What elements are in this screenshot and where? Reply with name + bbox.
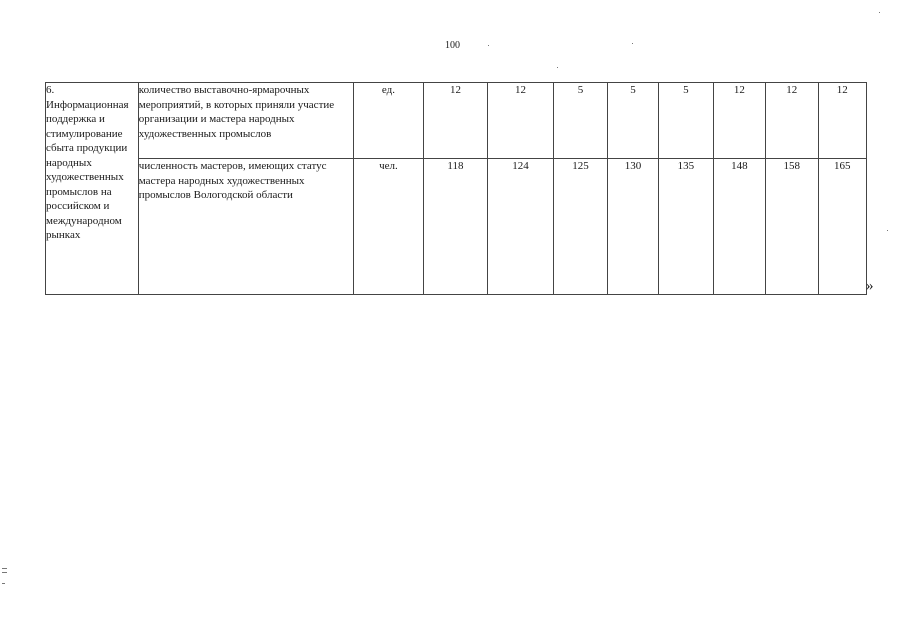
value-cell: 118 — [424, 159, 488, 295]
value-cell: 135 — [659, 159, 713, 295]
value-cell: 5 — [659, 83, 713, 159]
scan-speck — [632, 43, 633, 44]
value-cell: 148 — [713, 159, 765, 295]
scan-speck — [887, 230, 888, 231]
scan-speck — [557, 67, 558, 68]
scan-speck — [488, 45, 489, 46]
unit-cell: ед. — [353, 83, 424, 159]
scan-speck — [2, 583, 5, 584]
indicator-cell: численность мастеров, имеющих статус мастера народных художественных промыслов Вологодской области — [138, 159, 353, 295]
value-cell: 12 — [766, 83, 818, 159]
indicators-table — [45, 82, 867, 295]
scan-speck — [879, 12, 880, 13]
value-cell: 12 — [818, 83, 866, 159]
value-cell: 165 — [818, 159, 866, 295]
page-number: 100 — [445, 40, 460, 51]
goal-cell: 6. Информационная поддержка и стимулирование сбыта продукции народных художественных промыслов на российском и международном рынках — [46, 83, 139, 295]
table-row — [46, 83, 867, 159]
continuation-mark: » — [866, 278, 874, 294]
value-cell: 130 — [607, 159, 658, 295]
table-row — [46, 159, 867, 295]
value-cell: 5 — [607, 83, 658, 159]
value-cell: 158 — [766, 159, 818, 295]
value-cell: 12 — [424, 83, 488, 159]
value-cell: 12 — [713, 83, 765, 159]
value-cell: 124 — [487, 159, 554, 295]
value-cell: 12 — [487, 83, 554, 159]
scan-speck — [2, 572, 7, 573]
value-cell: 125 — [554, 159, 607, 295]
indicator-cell: количество выставочно-ярмарочных мероприятий, в которых приняли участие организации и мастера народных художественных промыслов — [138, 83, 353, 159]
value-cell: 5 — [554, 83, 607, 159]
scan-speck — [2, 568, 7, 569]
unit-cell: чел. — [353, 159, 424, 295]
